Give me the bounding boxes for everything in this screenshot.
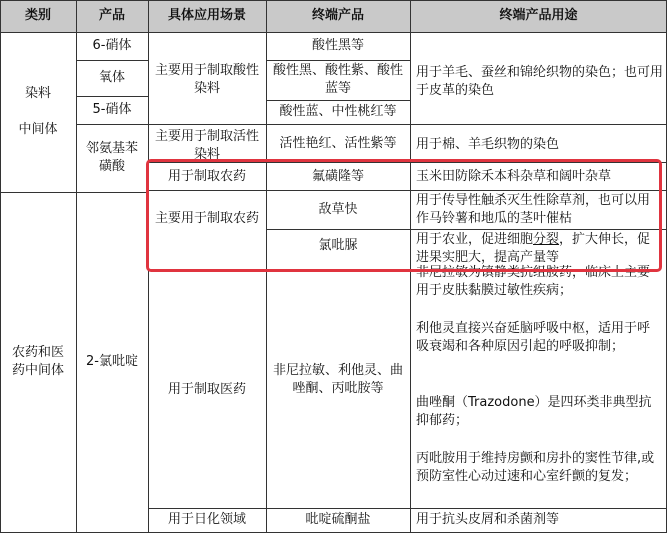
end-product-diquat: 敌草快 [318,202,358,217]
grid-line [266,100,410,101]
product-6-nitro: 6-硝体 [92,38,132,53]
scenario-daily-chemical: 用于日化领域 [167,512,246,527]
grid-line [0,0,1,533]
use-wool-silk: 用于羊毛、蚕丝和锦纶织物的染色；也可用于皮革的染色 [416,65,664,98]
end-product-acid-series: 酸性黑、酸性紫、酸性蓝等 [272,63,403,96]
use-trazodone: 曲唑酮（Trazodone）是四环类非典型抗抑郁药； [416,395,652,428]
end-product-reactive: 活性艳红、活性紫等 [279,136,397,151]
scenario-reactive-dye: 主要用于制取活性染料 [154,129,259,162]
product-anthranilic-sulfonic: 邻氨基苯磺酸 [85,141,138,174]
grid-line [266,60,410,61]
scenario-acid-dye: 主要用于制取酸性染料 [154,63,259,96]
use-corn-field: 玉米田防除禾本科杂草和阔叶杂草 [416,169,612,184]
grid-line [76,0,77,533]
grid-line [0,192,148,193]
use-disopyramide: 丙吡胺用于维持房颤和房扑的窦性节律,或预防室性心动过速和心室纤颤的复发； [416,451,655,484]
end-product-drugs: 非尼拉敏、利他灵、曲唑酮、丙吡胺等 [272,363,403,396]
use-herbicide: 用于传导性触杀灭生性除草剂，也可以用作马铃薯和地瓜的茎叶催枯 [416,193,651,226]
grid-line [0,532,667,533]
category-dye-line1: 染料 [24,86,51,101]
use-agriculture: 用于农业，促进细胞分裂，扩大伸长，促进果实肥大，提高产量等 [416,232,651,265]
header-end-product: 终端产品 [266,0,410,32]
grid-line [0,0,667,1]
scenario-pesticide: 用于制取农药 [167,169,246,184]
category-pharma-intermediate [0,192,76,532]
grid-line [76,96,148,97]
highlight-box [146,159,662,272]
use-pheniramine: 非尼拉敏为镇静类抗组胺药，临床上主要用于皮肤黏膜过敏性疾病； [416,265,651,298]
use-anti-dandruff: 用于抗头皮屑和杀菌剂等 [416,512,560,527]
header-end-use: 终端产品用途 [410,0,667,32]
category-pharma-line1: 农药和医 [11,345,64,360]
end-product-acid-blue: 酸性蓝、中性桃红等 [279,104,397,119]
category-dye-line2: 中间体 [18,122,58,137]
end-product-forchlorfenuron: 氯吡脲 [318,238,358,253]
product-oxy: 氧体 [98,70,125,85]
end-product-flazasulfuron: 氟磺隆等 [311,169,364,184]
grid-line [0,32,667,33]
end-product-acid-black: 酸性黑等 [311,38,364,53]
product-5-nitro: 5-硝体 [92,102,132,117]
header-product: 产品 [76,0,148,32]
scenario-medicine: 用于制取医药 [167,382,246,397]
grid-line [148,508,667,509]
category-dye-intermediate [0,32,76,192]
use-ritalin: 利他灵直接兴奋延脑呼吸中枢，适用于呼吸衰竭和各种原因引起的呼吸抑制； [416,321,651,354]
product-2-chloropyridine: 2-氯吡啶 [86,354,138,369]
category-pharma-line2: 药中间体 [11,363,64,378]
use-cotton-wool: 用于棉、羊毛织物的染色 [416,137,560,152]
header-scenario: 具体应用场景 [148,0,266,32]
end-product-pyrithione: 吡啶硫酮盐 [305,512,371,527]
scenario-pesticide-main: 主要用于制取农药 [154,211,259,226]
header-category: 类别 [0,0,76,32]
grid-line [76,60,148,61]
grid-line [76,124,667,125]
